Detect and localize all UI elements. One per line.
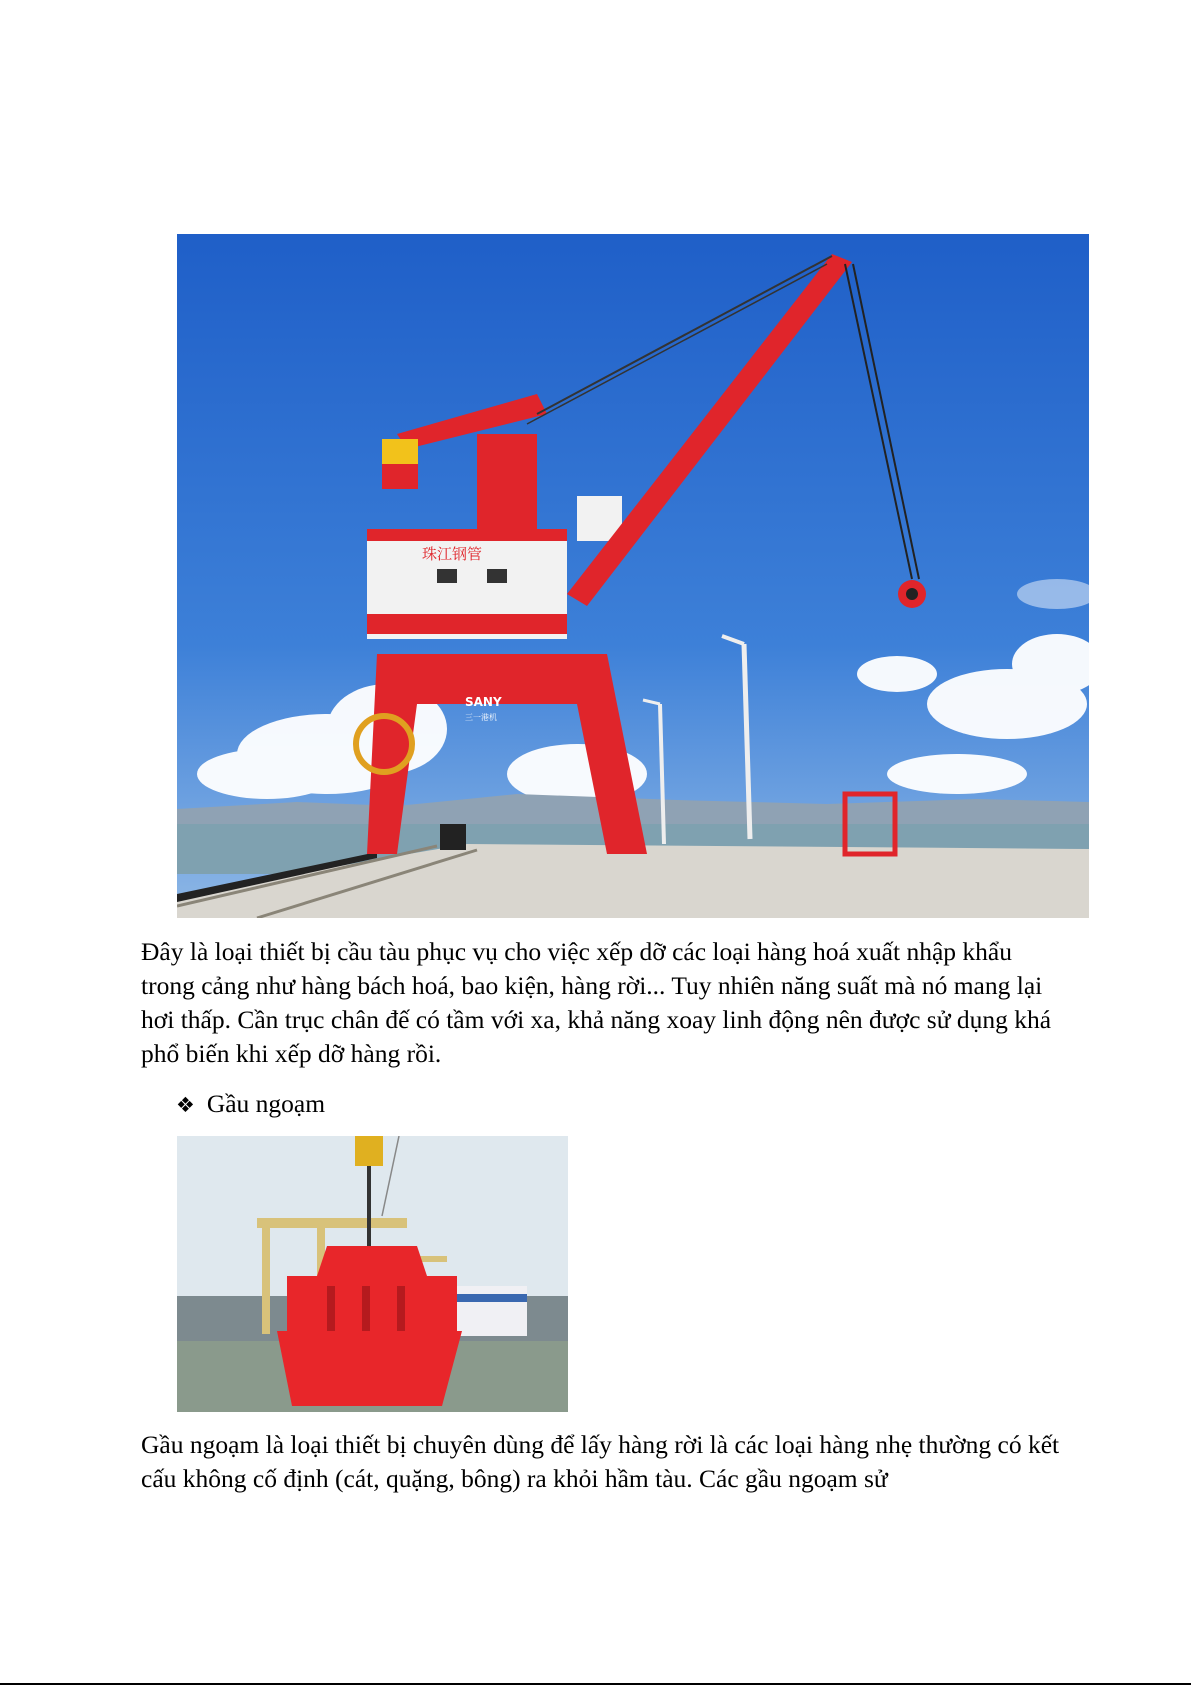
crane-brand-label: SANY: [465, 695, 502, 709]
portal-crane-photo: [177, 234, 1089, 918]
crane-brand-sub-label: 三一港机: [465, 713, 497, 722]
bullet-heading-grab: [176, 1087, 325, 1122]
paragraph-crane-description: Đây là loại thiết bị cầu tàu phục vụ cho việc xếp dỡ các loại hàng hoá xuất nhập khẩu trong cảng như hàng bách hoá, bao kiện, hàng rời... Tuy nhiên năng suất mà nó mang lại hơi thấp. Cần trục chân đế có tầm với xa, khả năng xoay linh động nên được sử dụng khá phổ biến khi xếp dỡ hàng rồi.: [141, 937, 1052, 1068]
crane-chinese-label: 珠江钢管: [422, 545, 483, 563]
bullet-heading-text: Gầu ngoạm: [206, 1089, 326, 1118]
diamond-bullet-icon: ❖: [176, 1093, 195, 1117]
grab-bucket-photo: [177, 1136, 568, 1412]
paragraph-grab-description: Gầu ngoạm là loại thiết bị chuyên dùng để lấy hàng rời là các loại hàng nhẹ thường có kết cấu không cố định (cát, quặng, bông) ra khỏi hầm tàu. Các gầu ngoạm sử: [141, 1430, 1060, 1493]
